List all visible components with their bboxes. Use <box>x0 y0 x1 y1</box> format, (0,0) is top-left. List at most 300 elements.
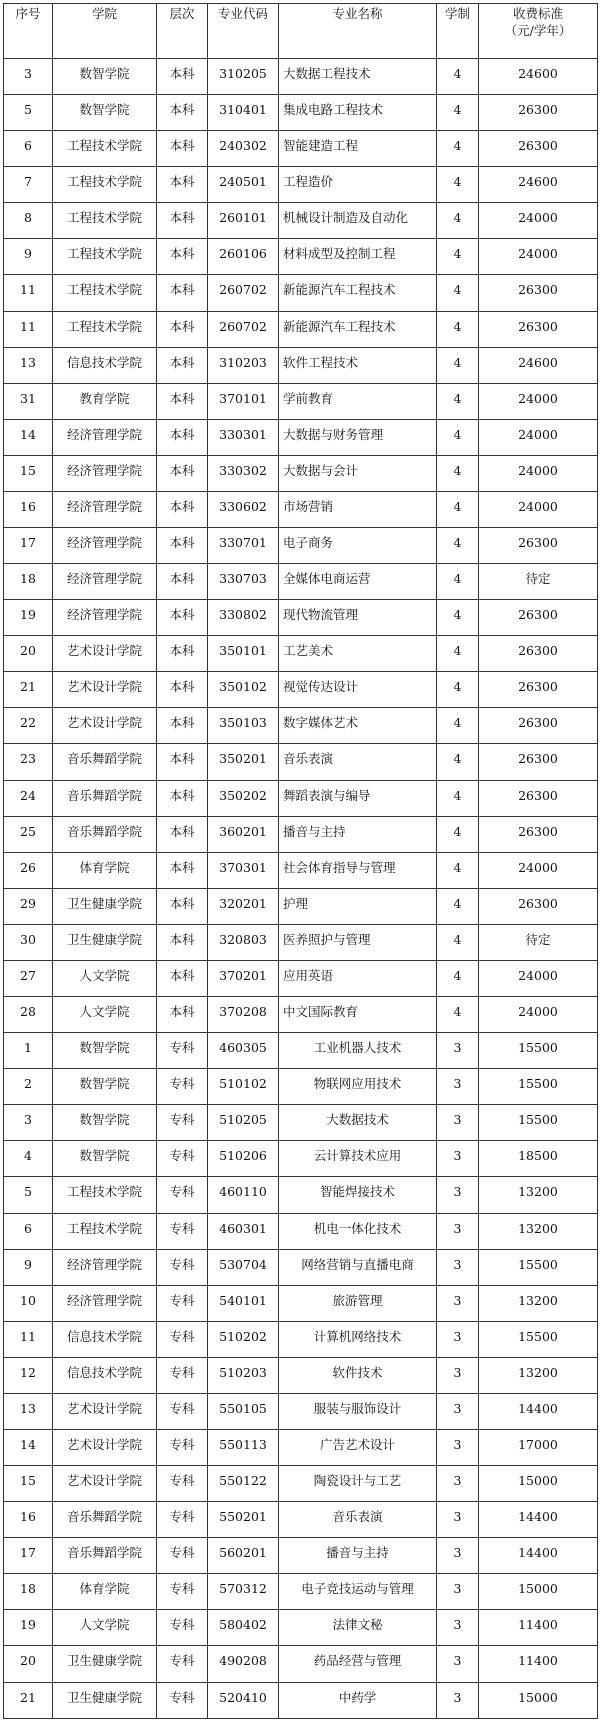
table-row <box>4 383 598 419</box>
cell-years: 4 <box>437 852 479 888</box>
cell-college: 艺术设计学院 <box>53 708 157 744</box>
cell-years: 3 <box>437 1213 479 1249</box>
cell-major: 服装与服饰设计 <box>279 1393 437 1429</box>
table-row <box>4 1033 598 1069</box>
cell-index: 9 <box>4 239 53 275</box>
table-row <box>4 564 598 600</box>
cell-fee: 26300 <box>479 311 598 347</box>
cell-major: 新能源汽车工程技术 <box>279 275 437 311</box>
cell-major: 物联网应用技术 <box>279 1069 437 1105</box>
cell-code: 360201 <box>208 816 279 852</box>
cell-years: 4 <box>437 816 479 852</box>
cell-college: 音乐舞蹈学院 <box>53 1538 157 1574</box>
cell-college: 音乐舞蹈学院 <box>53 744 157 780</box>
cell-fee: 26300 <box>479 708 598 744</box>
cell-college: 经济管理学院 <box>53 564 157 600</box>
cell-index: 23 <box>4 744 53 780</box>
cell-fee: 15500 <box>479 1105 598 1141</box>
cell-fee: 24000 <box>479 997 598 1033</box>
cell-college: 艺术设计学院 <box>53 636 157 672</box>
cell-years: 3 <box>437 1393 479 1429</box>
cell-college: 人文学院 <box>53 997 157 1033</box>
cell-index: 11 <box>4 275 53 311</box>
cell-years: 3 <box>437 1105 479 1141</box>
cell-fee: 15500 <box>479 1249 598 1285</box>
cell-years: 3 <box>437 1249 479 1285</box>
cell-index: 1 <box>4 1033 53 1069</box>
cell-level: 本科 <box>157 347 208 383</box>
cell-years: 4 <box>437 275 479 311</box>
cell-index: 4 <box>4 1141 53 1177</box>
cell-major: 计算机网络技术 <box>279 1321 437 1357</box>
cell-years: 3 <box>437 1321 479 1357</box>
cell-index: 20 <box>4 1646 53 1682</box>
cell-code: 260106 <box>208 239 279 275</box>
cell-level: 本科 <box>157 383 208 419</box>
cell-major: 现代物流管理 <box>279 600 437 636</box>
cell-level: 本科 <box>157 564 208 600</box>
cell-level: 专科 <box>157 1646 208 1682</box>
cell-fee: 待定 <box>479 924 598 960</box>
cell-fee: 26300 <box>479 672 598 708</box>
cell-fee: 26300 <box>479 780 598 816</box>
cell-level: 专科 <box>157 1033 208 1069</box>
cell-college: 数智学院 <box>53 1141 157 1177</box>
table-row <box>4 455 598 491</box>
cell-index: 13 <box>4 1393 53 1429</box>
cell-code: 510203 <box>208 1357 279 1393</box>
cell-college: 卫生健康学院 <box>53 888 157 924</box>
cell-level: 专科 <box>157 1357 208 1393</box>
cell-fee: 24600 <box>479 59 598 95</box>
cell-level: 本科 <box>157 780 208 816</box>
cell-college: 信息技术学院 <box>53 1357 157 1393</box>
cell-years: 4 <box>437 600 479 636</box>
cell-fee: 14400 <box>479 1393 598 1429</box>
cell-major: 工艺美术 <box>279 636 437 672</box>
cell-years: 4 <box>437 564 479 600</box>
cell-index: 9 <box>4 1249 53 1285</box>
cell-level: 本科 <box>157 708 208 744</box>
cell-years: 4 <box>437 347 479 383</box>
cell-college: 人文学院 <box>53 1610 157 1646</box>
table-row <box>4 1249 598 1285</box>
table-row <box>4 1538 598 1574</box>
cell-years: 4 <box>437 636 479 672</box>
cell-major: 护理 <box>279 888 437 924</box>
cell-fee: 26300 <box>479 636 598 672</box>
cell-college: 经济管理学院 <box>53 1249 157 1285</box>
cell-college: 数智学院 <box>53 1105 157 1141</box>
cell-fee: 26300 <box>479 816 598 852</box>
cell-major: 软件技术 <box>279 1357 437 1393</box>
table-row <box>4 131 598 167</box>
cell-years: 4 <box>437 419 479 455</box>
cell-fee: 13200 <box>479 1357 598 1393</box>
cell-fee: 15500 <box>479 1321 598 1357</box>
cell-fee: 24000 <box>479 491 598 527</box>
cell-index: 3 <box>4 1105 53 1141</box>
cell-fee: 13200 <box>479 1177 598 1213</box>
cell-index: 12 <box>4 1357 53 1393</box>
cell-major: 广告艺术设计 <box>279 1429 437 1465</box>
table-row <box>4 1141 598 1177</box>
cell-level: 专科 <box>157 1069 208 1105</box>
cell-college: 工程技术学院 <box>53 239 157 275</box>
cell-college: 音乐舞蹈学院 <box>53 816 157 852</box>
table-row <box>4 636 598 672</box>
cell-index: 15 <box>4 455 53 491</box>
cell-years: 4 <box>437 528 479 564</box>
cell-major: 机械设计制造及自动化 <box>279 203 437 239</box>
cell-fee: 15500 <box>479 1069 598 1105</box>
cell-index: 21 <box>4 672 53 708</box>
header-fee-line1: 收费标准 <box>512 6 563 21</box>
cell-code: 330802 <box>208 600 279 636</box>
table-row <box>4 1177 598 1213</box>
cell-level: 本科 <box>157 672 208 708</box>
cell-years: 3 <box>437 1466 479 1502</box>
cell-index: 17 <box>4 528 53 564</box>
cell-major: 药品经营与管理 <box>279 1646 437 1682</box>
cell-major: 音乐表演 <box>279 744 437 780</box>
cell-fee: 13200 <box>479 1285 598 1321</box>
cell-college: 教育学院 <box>53 383 157 419</box>
cell-level: 专科 <box>157 1610 208 1646</box>
cell-years: 3 <box>437 1538 479 1574</box>
cell-years: 4 <box>437 311 479 347</box>
cell-years: 3 <box>437 1069 479 1105</box>
cell-major: 工业机器人技术 <box>279 1033 437 1069</box>
header-college: 学院 <box>53 4 157 59</box>
cell-fee: 15500 <box>479 1033 598 1069</box>
table-row <box>4 59 598 95</box>
cell-major: 电子竞技运动与管理 <box>279 1574 437 1610</box>
cell-index: 5 <box>4 95 53 131</box>
table-row <box>4 852 598 888</box>
cell-college: 艺术设计学院 <box>53 672 157 708</box>
cell-years: 4 <box>437 203 479 239</box>
cell-index: 20 <box>4 636 53 672</box>
header-code: 专业代码 <box>208 4 279 59</box>
cell-index: 7 <box>4 167 53 203</box>
cell-index: 16 <box>4 491 53 527</box>
cell-index: 17 <box>4 1538 53 1574</box>
cell-college: 数智学院 <box>53 59 157 95</box>
cell-fee: 待定 <box>479 564 598 600</box>
cell-college: 数智学院 <box>53 95 157 131</box>
cell-years: 3 <box>437 1033 479 1069</box>
cell-code: 560201 <box>208 1538 279 1574</box>
cell-major: 软件工程技术 <box>279 347 437 383</box>
cell-college: 音乐舞蹈学院 <box>53 1502 157 1538</box>
cell-major: 大数据与财务管理 <box>279 419 437 455</box>
cell-level: 专科 <box>157 1682 208 1718</box>
cell-index: 18 <box>4 1574 53 1610</box>
cell-code: 460110 <box>208 1177 279 1213</box>
cell-level: 专科 <box>157 1574 208 1610</box>
cell-code: 260702 <box>208 275 279 311</box>
cell-code: 370201 <box>208 960 279 996</box>
cell-code: 350102 <box>208 672 279 708</box>
cell-fee: 14400 <box>479 1538 598 1574</box>
cell-major: 工程造价 <box>279 167 437 203</box>
cell-college: 经济管理学院 <box>53 528 157 564</box>
cell-index: 16 <box>4 1502 53 1538</box>
cell-major: 法律文秘 <box>279 1610 437 1646</box>
cell-fee: 17000 <box>479 1429 598 1465</box>
cell-years: 4 <box>437 383 479 419</box>
cell-college: 体育学院 <box>53 852 157 888</box>
table-row <box>4 419 598 455</box>
cell-index: 18 <box>4 564 53 600</box>
cell-level: 专科 <box>157 1502 208 1538</box>
cell-college: 信息技术学院 <box>53 1321 157 1357</box>
cell-level: 专科 <box>157 1285 208 1321</box>
cell-fee: 26300 <box>479 744 598 780</box>
cell-major: 市场营销 <box>279 491 437 527</box>
cell-code: 540101 <box>208 1285 279 1321</box>
cell-major: 中药学 <box>279 1682 437 1718</box>
table-row <box>4 239 598 275</box>
cell-major: 机电一体化技术 <box>279 1213 437 1249</box>
cell-years: 4 <box>437 59 479 95</box>
cell-index: 28 <box>4 997 53 1033</box>
header-major: 专业名称 <box>279 4 437 59</box>
cell-level: 本科 <box>157 888 208 924</box>
cell-college: 艺术设计学院 <box>53 1393 157 1429</box>
cell-index: 21 <box>4 1682 53 1718</box>
cell-code: 350201 <box>208 744 279 780</box>
cell-years: 4 <box>437 997 479 1033</box>
cell-years: 3 <box>437 1141 479 1177</box>
cell-years: 4 <box>437 95 479 131</box>
cell-index: 11 <box>4 311 53 347</box>
cell-years: 3 <box>437 1574 479 1610</box>
cell-major: 应用英语 <box>279 960 437 996</box>
cell-code: 330302 <box>208 455 279 491</box>
cell-index: 14 <box>4 1429 53 1465</box>
cell-index: 24 <box>4 780 53 816</box>
cell-code: 310205 <box>208 59 279 95</box>
cell-index: 15 <box>4 1466 53 1502</box>
cell-index: 26 <box>4 852 53 888</box>
cell-level: 本科 <box>157 131 208 167</box>
cell-years: 3 <box>437 1682 479 1718</box>
cell-code: 240501 <box>208 167 279 203</box>
table-row <box>4 708 598 744</box>
cell-fee: 24000 <box>479 383 598 419</box>
cell-college: 工程技术学院 <box>53 203 157 239</box>
cell-years: 4 <box>437 744 479 780</box>
cell-fee: 26300 <box>479 600 598 636</box>
cell-years: 4 <box>437 131 479 167</box>
cell-fee: 24000 <box>479 203 598 239</box>
cell-code: 330701 <box>208 528 279 564</box>
cell-years: 4 <box>437 708 479 744</box>
cell-code: 370101 <box>208 383 279 419</box>
cell-fee: 26300 <box>479 888 598 924</box>
header-years: 学制 <box>437 4 479 59</box>
cell-code: 350202 <box>208 780 279 816</box>
cell-level: 本科 <box>157 203 208 239</box>
table-row <box>4 600 598 636</box>
table-row <box>4 1574 598 1610</box>
cell-code: 260101 <box>208 203 279 239</box>
cell-level: 本科 <box>157 816 208 852</box>
cell-index: 27 <box>4 960 53 996</box>
cell-years: 3 <box>437 1502 479 1538</box>
cell-college: 卫生健康学院 <box>53 924 157 960</box>
cell-major: 医养照护与管理 <box>279 924 437 960</box>
cell-major: 音乐表演 <box>279 1502 437 1538</box>
table-row <box>4 347 598 383</box>
cell-code: 310401 <box>208 95 279 131</box>
header-fee-line2: （元/学年） <box>504 22 572 38</box>
table-row <box>4 997 598 1033</box>
cell-fee: 15000 <box>479 1574 598 1610</box>
cell-fee: 26300 <box>479 95 598 131</box>
cell-level: 本科 <box>157 491 208 527</box>
cell-code: 260702 <box>208 311 279 347</box>
cell-index: 29 <box>4 888 53 924</box>
cell-index: 3 <box>4 59 53 95</box>
table-row <box>4 1682 598 1718</box>
cell-college: 音乐舞蹈学院 <box>53 780 157 816</box>
table-row <box>4 1357 598 1393</box>
cell-level: 本科 <box>157 528 208 564</box>
cell-code: 370301 <box>208 852 279 888</box>
cell-level: 本科 <box>157 924 208 960</box>
cell-code: 460301 <box>208 1213 279 1249</box>
table-row <box>4 780 598 816</box>
cell-index: 2 <box>4 1069 53 1105</box>
table-row <box>4 528 598 564</box>
cell-fee: 24000 <box>479 239 598 275</box>
cell-fee: 26300 <box>479 275 598 311</box>
cell-years: 3 <box>437 1285 479 1321</box>
cell-major: 智能焊接技术 <box>279 1177 437 1213</box>
cell-level: 本科 <box>157 275 208 311</box>
cell-college: 艺术设计学院 <box>53 1466 157 1502</box>
cell-index: 19 <box>4 600 53 636</box>
cell-fee: 26300 <box>479 528 598 564</box>
cell-index: 6 <box>4 1213 53 1249</box>
cell-years: 3 <box>437 1610 479 1646</box>
cell-fee: 24000 <box>479 960 598 996</box>
cell-level: 本科 <box>157 600 208 636</box>
cell-level: 专科 <box>157 1466 208 1502</box>
cell-level: 专科 <box>157 1105 208 1141</box>
header-level: 层次 <box>157 4 208 59</box>
cell-college: 工程技术学院 <box>53 311 157 347</box>
table-row <box>4 1429 598 1465</box>
cell-code: 520410 <box>208 1682 279 1718</box>
cell-code: 460305 <box>208 1033 279 1069</box>
cell-major: 视觉传达设计 <box>279 672 437 708</box>
cell-major: 材料成型及控制工程 <box>279 239 437 275</box>
cell-major: 数字媒体艺术 <box>279 708 437 744</box>
table-row <box>4 888 598 924</box>
cell-level: 本科 <box>157 636 208 672</box>
cell-level: 专科 <box>157 1249 208 1285</box>
cell-college: 人文学院 <box>53 960 157 996</box>
cell-college: 数智学院 <box>53 1033 157 1069</box>
cell-code: 510206 <box>208 1141 279 1177</box>
table-row <box>4 311 598 347</box>
cell-fee: 18500 <box>479 1141 598 1177</box>
cell-major: 新能源汽车工程技术 <box>279 311 437 347</box>
cell-years: 3 <box>437 1177 479 1213</box>
cell-years: 4 <box>437 167 479 203</box>
cell-fee: 24000 <box>479 852 598 888</box>
cell-code: 240302 <box>208 131 279 167</box>
cell-code: 330602 <box>208 491 279 527</box>
table-row <box>4 167 598 203</box>
cell-years: 3 <box>437 1646 479 1682</box>
table-body <box>4 59 598 1719</box>
cell-years: 4 <box>437 239 479 275</box>
cell-college: 工程技术学院 <box>53 1177 157 1213</box>
cell-code: 330703 <box>208 564 279 600</box>
table-row <box>4 960 598 996</box>
cell-code: 550122 <box>208 1466 279 1502</box>
cell-index: 6 <box>4 131 53 167</box>
cell-index: 8 <box>4 203 53 239</box>
cell-fee: 15000 <box>479 1466 598 1502</box>
cell-years: 3 <box>437 1357 479 1393</box>
cell-major: 电子商务 <box>279 528 437 564</box>
cell-code: 370208 <box>208 997 279 1033</box>
cell-code: 320201 <box>208 888 279 924</box>
cell-major: 集成电路工程技术 <box>279 95 437 131</box>
cell-index: 14 <box>4 419 53 455</box>
cell-major: 学前教育 <box>279 383 437 419</box>
table-row <box>4 1393 598 1429</box>
cell-major: 播音与主持 <box>279 1538 437 1574</box>
cell-college: 工程技术学院 <box>53 131 157 167</box>
table-row <box>4 1105 598 1141</box>
cell-college: 工程技术学院 <box>53 1213 157 1249</box>
cell-code: 510202 <box>208 1321 279 1357</box>
cell-level: 专科 <box>157 1393 208 1429</box>
cell-code: 310203 <box>208 347 279 383</box>
cell-code: 530704 <box>208 1249 279 1285</box>
cell-major: 云计算技术应用 <box>279 1141 437 1177</box>
cell-level: 专科 <box>157 1538 208 1574</box>
cell-college: 卫生健康学院 <box>53 1646 157 1682</box>
cell-code: 580402 <box>208 1610 279 1646</box>
cell-fee: 11400 <box>479 1646 598 1682</box>
table-row <box>4 1466 598 1502</box>
cell-level: 本科 <box>157 419 208 455</box>
cell-fee: 26300 <box>479 131 598 167</box>
table-row <box>4 1610 598 1646</box>
cell-college: 工程技术学院 <box>53 167 157 203</box>
cell-college: 信息技术学院 <box>53 347 157 383</box>
cell-major: 全媒体电商运营 <box>279 564 437 600</box>
cell-fee: 24000 <box>479 419 598 455</box>
cell-level: 专科 <box>157 1177 208 1213</box>
cell-years: 4 <box>437 491 479 527</box>
table-row <box>4 491 598 527</box>
table-row <box>4 1646 598 1682</box>
cell-years: 3 <box>437 1429 479 1465</box>
cell-index: 22 <box>4 708 53 744</box>
cell-years: 4 <box>437 780 479 816</box>
cell-index: 25 <box>4 816 53 852</box>
cell-years: 4 <box>437 924 479 960</box>
